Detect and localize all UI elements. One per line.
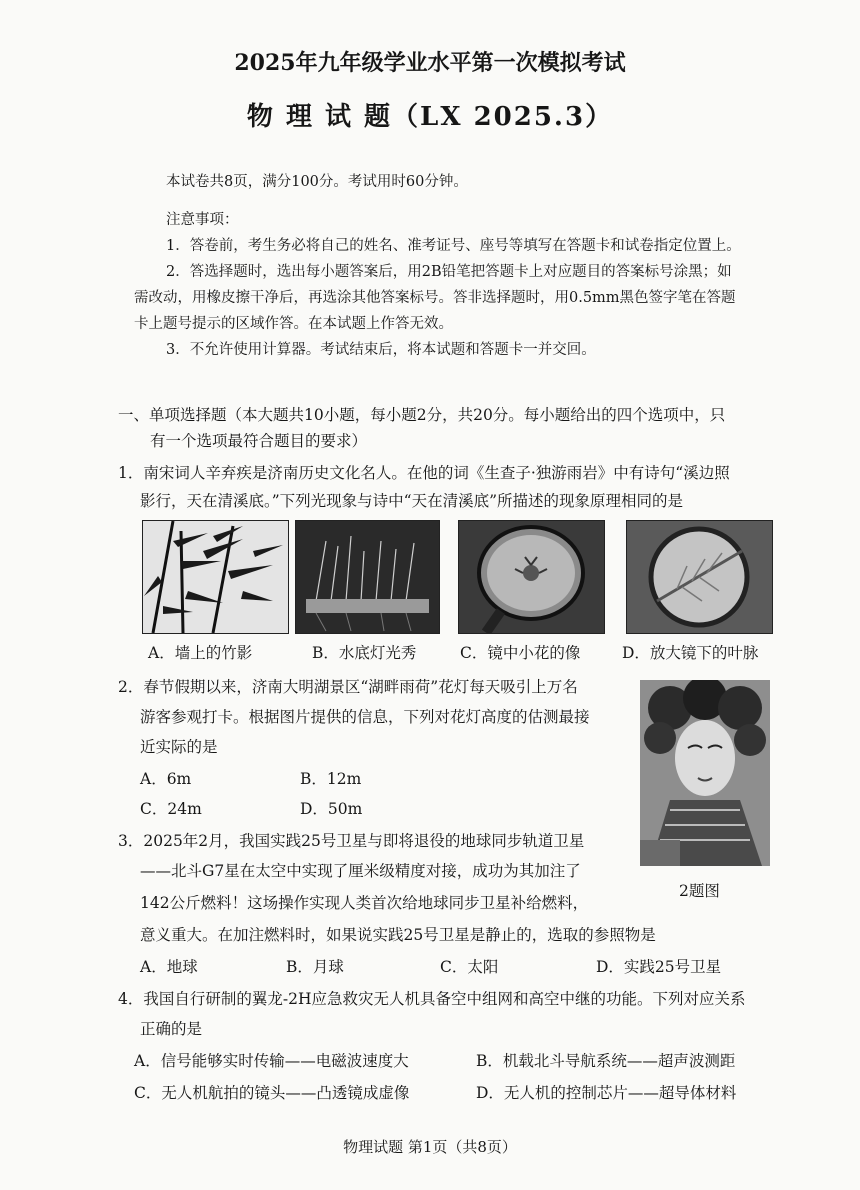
q3-option-d: D．实践25号卫星 — [596, 958, 722, 976]
q1-stem-line-2: 影行，天在清溪底。”下列光现象与诗中“天在清溪底”所描述的现象原理相同的是 — [140, 492, 684, 510]
q4-option-a: A．信号能够实时传输——电磁波速度大 — [134, 1052, 409, 1070]
q4-stem-line-2: 正确的是 — [140, 1020, 203, 1038]
q2-stem-line-1: 2．春节假期以来，济南大明湖景区“湖畔雨荷”花灯每天吸引上万名 — [118, 678, 578, 696]
q3-option-b: B．月球 — [286, 958, 344, 976]
q1-stem-line-1: 1．南宋词人辛弃疾是济南历史文化名人。在他的词《生查子·独游雨岩》中有诗句“溪边照 — [118, 464, 730, 482]
q3-option-c: C．太阳 — [440, 958, 499, 976]
q3-stem-line-1: 3．2025年2月，我国实践25号卫星与即将退役的地球同步轨道卫星 — [118, 832, 585, 850]
q3-option-a: A．地球 — [140, 958, 198, 976]
flower-lantern-image — [640, 680, 770, 866]
q1-option-a: A．墙上的竹影 — [148, 644, 253, 662]
q2-option-d: D．50m — [300, 800, 363, 818]
q1-option-b: B．水底灯光秀 — [312, 644, 417, 662]
bamboo-shadow-image — [142, 520, 289, 634]
q4-option-b: B．机载北斗导航系统——超声波测距 — [476, 1052, 736, 1070]
note-1: 1．答卷前，考生务必将自己的姓名、准考证号、座号等填写在答题卡和试卷指定位置上。 — [166, 238, 741, 254]
q4-option-c: C．无人机航拍的镜头——凸透镜成虚像 — [134, 1084, 410, 1102]
q3-stem-line-3: 142公斤燃料！这场操作实现人类首次给地球同步卫星补给燃料， — [140, 894, 589, 912]
q4-option-d: D．无人机的控制芯片——超导体材料 — [476, 1084, 737, 1102]
q2-stem-line-3: 近实际的是 — [140, 738, 218, 756]
q2-stem-line-2: 游客参观打卡。根据图片提供的信息，下列对花灯高度的估测最接 — [140, 708, 590, 726]
q4-stem-line-1: 4．我国自行研制的翼龙-2H应急救灾无人机具备空中组网和高空中继的功能。下列对应关系 — [118, 990, 746, 1008]
exam-subtitle: 物 理 试 题（LX 2025.3） — [246, 102, 614, 132]
q2-option-b: B．12m — [300, 770, 362, 788]
notes-heading: 注意事项： — [166, 212, 239, 228]
exam-intro: 本试卷共8页，满分100分。考试用时60分钟。 — [166, 174, 468, 190]
exam-title: 2025年九年级学业水平第一次模拟考试 — [234, 50, 626, 76]
note-2-line-3: 卡上题号提示的区域作答。在本试题上作答无效。 — [134, 316, 453, 332]
q1-option-d: D．放大镜下的叶脉 — [622, 644, 759, 662]
q2-figure-caption: 2题图 — [679, 882, 720, 900]
note-2-line-2: 需改动，用橡皮擦干净后，再选涂其他答案标号。答非选择题时，用0.5mm黑色签字笔在答题 — [134, 290, 736, 306]
underwater-light-show-image — [295, 520, 440, 634]
section-heading-line-1: 一、单项选择题（本大题共10小题，每小题2分，共20分。每小题给出的四个选项中，只 — [118, 406, 726, 424]
section-heading-line-2: 有一个选项最符合题目的要求） — [150, 432, 368, 450]
q3-stem-line-4: 意义重大。在加注燃料时，如果说实践25号卫星是静止的，选取的参照物是 — [140, 926, 656, 944]
q2-option-a: A．6m — [140, 770, 192, 788]
note-2-line-1: 2．答选择题时，选出每小题答案后，用2B铅笔把答题卡上对应题目的答案标号涂黑；如 — [166, 264, 732, 280]
page-footer: 物理试题 第1页（共8页） — [343, 1138, 517, 1156]
note-3: 3．不允许使用计算器。考试结束后，将本试题和答题卡一并交回。 — [166, 342, 596, 358]
q1-option-c: C．镜中小花的像 — [460, 644, 581, 662]
mirror-flower-image — [458, 520, 605, 634]
magnified-leaf-vein-image — [626, 520, 773, 634]
q3-stem-line-2: ——北斗G7星在太空中实现了厘米级精度对接，成功为其加注了 — [140, 862, 581, 880]
q2-option-c: C．24m — [140, 800, 202, 818]
